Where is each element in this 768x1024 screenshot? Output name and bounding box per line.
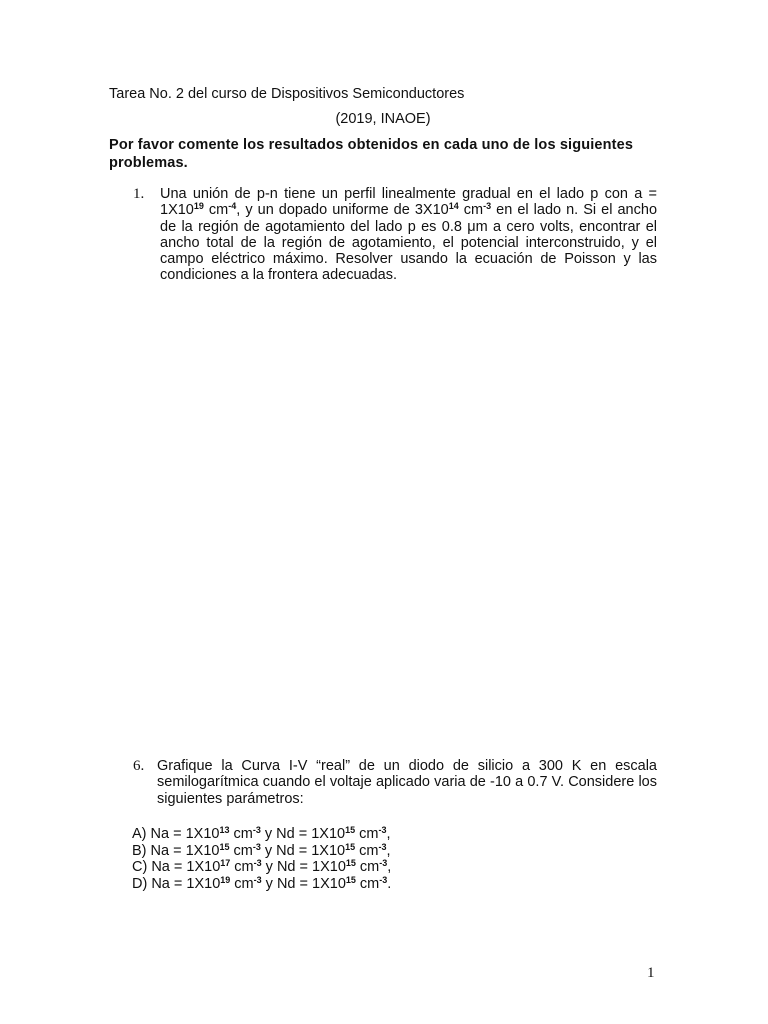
superscript: -3 [378,825,387,835]
text-segment: cm [458,202,484,219]
problem-number: 1. [133,186,145,202]
superscript: -3 [253,874,262,885]
superscript: -3 [379,874,388,885]
page-number: 1 [647,965,655,981]
superscript: -3 [252,825,261,835]
text-segment: cm [355,875,380,892]
text-segment: cm [229,842,253,859]
text-segment: cm [355,842,379,859]
problem-number: 6. [133,758,145,774]
text-segment: y Nd = 1X10 [260,826,346,842]
superscript: 15 [345,841,356,852]
text-segment: y Nd = 1X10 [260,842,346,859]
text-segment: D) Na = 1X10 [132,875,221,892]
instructions-text: Por favor comente los resultados obtenidos en cada uno de los siguientes problemas. [109,137,634,171]
document-title: Tarea No. 2 del curso de Dispositivos Semiconductores [109,86,465,102]
parameter-item [132,826,532,843]
text-segment: en el lado n. Si el ancho de la región de agotamiento del lado p es 0.8 μm a cero volts, encontrar el ancho total de la región de agotamiento, el potencial interconstruido, y el campo eléctrico máximo. Resolver usando la ecuación de Poisson y las condiciones a la frontera adecuadas. [160,202,658,284]
superscript: 19 [220,874,231,885]
problem-text: Grafique la Curva I-V “real” de un diodo de silicio a 300 K en escala semilogarítmica cuando el voltaje aplicado varia de -10 a 0.7 V. Considere los siguientes parámetros: [157,758,657,807]
text-segment: y Nd = 1X10 [261,875,346,892]
text-segment: cm [355,859,380,875]
document-subtitle: (2019, INAOE) [335,111,431,127]
superscript: 15 [345,858,356,868]
superscript: 19 [193,201,204,212]
superscript: -3 [378,841,387,852]
text-segment: , y un dopado uniforme de 3X10 [236,202,449,219]
text-segment: A) Na = 1X10 [132,826,220,842]
text-segment: C) Na = 1X10 [132,859,221,875]
superscript: 14 [448,201,459,212]
problem-6 [109,758,657,807]
text-segment: cm [229,826,253,842]
text-segment: . [387,875,392,892]
superscript: -3 [252,841,261,852]
parameter-item [132,859,532,876]
superscript: 15 [219,841,230,852]
parameter-list [132,826,532,892]
superscript: -3 [483,201,492,212]
parameter-item [132,843,532,860]
superscript: 15 [345,825,356,835]
superscript: 13 [219,825,230,835]
superscript: -3 [379,858,388,868]
problem-1 [109,186,657,284]
text-segment: , [386,842,391,859]
text-segment: y Nd = 1X10 [261,859,346,875]
parameter-item [132,876,532,893]
problem-text [160,186,657,284]
superscript: 17 [220,858,231,868]
superscript: 15 [345,874,356,885]
superscript: -3 [253,858,262,868]
text-segment: , [387,859,392,875]
superscript: -4 [228,201,237,212]
text-segment: B) Na = 1X10 [132,842,220,859]
text-segment: cm [355,826,379,842]
text-segment: , [386,826,391,842]
text-segment: cm [230,875,254,892]
text-segment: cm [230,859,254,875]
text-segment: cm [203,202,229,219]
text-segment: Una unión de p-n tiene un perfil linealmente gradual en el lado p con a = 1X10 [160,186,657,219]
